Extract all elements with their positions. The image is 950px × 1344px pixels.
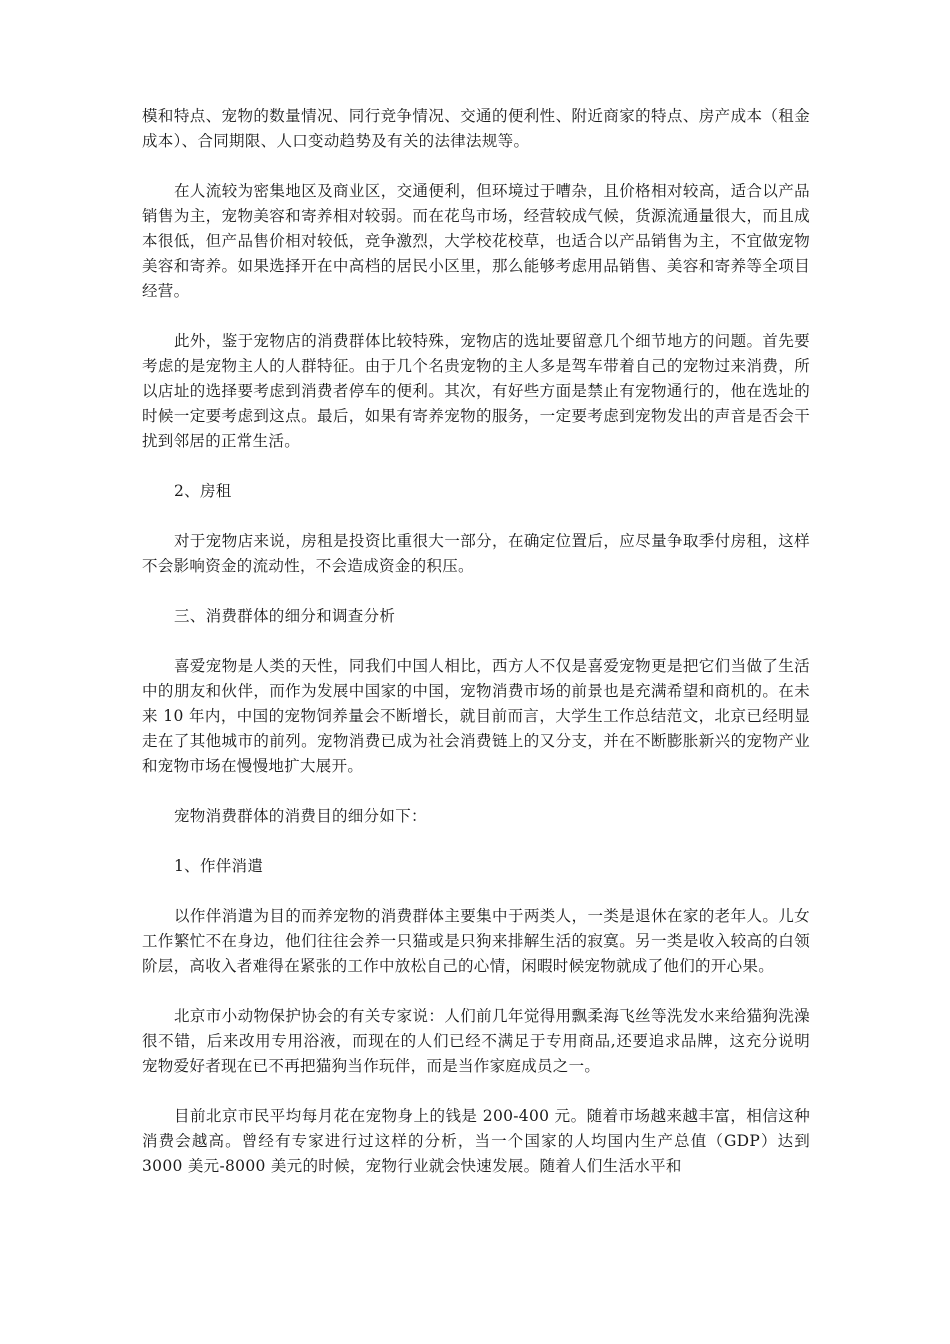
- paragraph-8: 北京市小动物保护协会的有关专家说：人们前几年觉得用飘柔海飞丝等洗发水来给猫狗洗澡很不错，后来改用专用浴液，而现在的人们已经不满足于专用商品,还要追求品牌，这充分说明宠物爱好者现在已不再把猫狗当作玩伴，而是当作家庭成员之一。: [142, 1007, 810, 1075]
- paragraph-7: 以作伴消遣为目的而养宠物的消费群体主要集中于两类人，一类是退休在家的老年人。儿女工作繁忙不在身边，他们往往会养一只猫或是只狗来排解生活的寂寞。另一类是收入较高的白领阶层，高收入者难得在紧张的工作中放松自己的心情，闲暇时候宠物就成了他们的开心果。: [142, 907, 810, 975]
- section-heading-consumer-groups: 三、消费群体的细分和调查分析: [174, 607, 396, 625]
- paragraph-5: 喜爱宠物是人类的天性，同我们中国人相比，西方人不仅是喜爱宠物更是把它们当做了生活中的朋友和伙伴，而作为发展中国家的中国，宠物消费市场的前景也是充满希望和商机的。在未来 10 年内，中国的宠物饲养量会不断增长，就目前而言，大学生工作总结范文，北京已经明显走在了其他城市的前列。宠物消费已成为社会消费链上的又分支，并在不断膨胀新兴的宠物产业和宠物市场在慢慢地扩大展开。: [142, 657, 810, 775]
- paragraph-3: 此外，鉴于宠物店的消费群体比较特殊，宠物店的选址要留意几个细节地方的问题。首先要考虑的是宠物主人的人群特征。由于几个名贵宠物的主人多是驾车带着自己的宠物过来消费，所以店址的选择要考虑到消费者停车的便利。其次，有好些方面是禁止有宠物通行的，他在选址的时候一定要考虑到这点。最后，如果有寄养宠物的服务，一定要考虑到宠物发出的声音是否会干扰到邻居的正常生活。: [142, 332, 810, 450]
- paragraph-6: 宠物消费群体的消费目的细分如下：: [174, 807, 427, 825]
- document-body: [142, 104, 810, 1204]
- paragraph-1: 模和特点、宠物的数量情况、同行竞争情况、交通的便利性、附近商家的特点、房产成本（租金成本）、合同期限、人口变动趋势及有关的法律法规等。: [142, 107, 810, 150]
- paragraph-9: 目前北京市民平均每月花在宠物身上的钱是 200-400 元。随着市场越来越丰富，相信这种消费会越高。曾经有专家进行过这样的分析，当一个国家的人均国内生产总值（GDP）达到 3000 美元-8000 美元的时候，宠物行业就会快速发展。随着人们生活水平和: [142, 1107, 810, 1175]
- paragraph-4: 对于宠物店来说，房租是投资比重很大一部分，在确定位置后，应尽量争取季付房租，这样不会影响资金的流动性，不会造成资金的积压。: [142, 532, 810, 575]
- section-heading-rent: 2、房租: [174, 482, 232, 500]
- section-heading-companionship: 1、作伴消遣: [174, 857, 264, 875]
- paragraph-2: 在人流较为密集地区及商业区，交通便利，但环境过于嘈杂，且价格相对较高，适合以产品销售为主，宠物美容和寄养相对较弱。而在花鸟市场，经营较成气候，货源流通量很大，而且成本很低，但产品售价相对较低，竞争激烈，大学校花校草，也适合以产品销售为主，不宜做宠物美容和寄养。如果选择开在中高档的居民小区里，那么能够考虑用品销售、美容和寄养等全项目经营。: [142, 182, 810, 300]
